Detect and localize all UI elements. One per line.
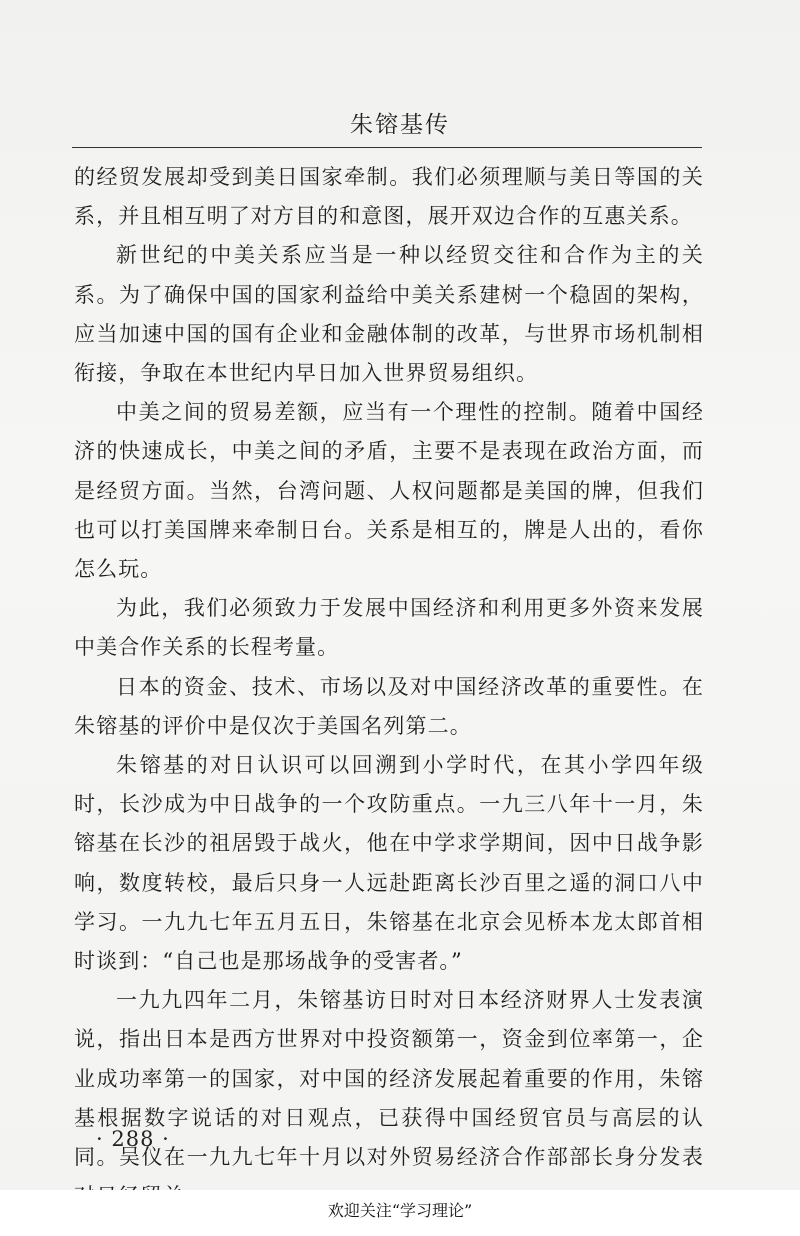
paragraph: 新世纪的中美关系应当是一种以经贸交往和合作为主的关系。为了确保中国的国家利益给中美关系建树一个稳固的架构，应当加速中国的国有企业和金融体制的改革，与世界市场机制相衔接，争取在本世纪内早日加入世界贸易组织。 [74, 243, 704, 386]
paragraph: 朱镕基的对日认识可以回溯到小学时代，在其小学四年级时，长沙成为中日战争的一个攻防重点。一九三八年十一月，朱镕基在长沙的祖居毁于战火，他在中学求学期间，因中日战争影响，数度转校，最后只身一人远赴距离长沙百里之遥的洞口八中学习。一九九七年五月五日，朱镕基在北京会见桥本龙太郎首相时谈到：“自己也是那场战争的受害者。” [74, 753, 704, 974]
page-number: · 288 · [96, 1127, 170, 1151]
paragraph: 中美之间的贸易差额，应当有一个理性的控制。随着中国经济的快速成长，中美之间的矛盾，主要不是表现在政治方面，而是经贸方面。当然，台湾问题、人权问题都是美国的牌，但我们也可以打美国牌来牵制日台。关系是相互的，牌是人出的，看你怎么玩。 [74, 400, 704, 582]
paragraph: 日本的资金、技术、市场以及对中国经济改革的重要性。在朱镕基的评价中是仅次于美国名列第二。 [74, 674, 704, 738]
body-text [74, 158, 704, 1216]
paragraph: 为此，我们必须致力于发展中国经济和利用更多外资来发展中美合作关系的长程考量。 [74, 596, 704, 660]
running-header-title: 朱镕基传 [350, 112, 450, 138]
header-divider [72, 147, 702, 148]
paragraph: 一九九四年二月，朱镕基访日时对日本经济财界人士发表演说，指出日本是西方世界对中投资额第一，资金到位率第一，企业成功率第一的国家，对中国的经济发展起着重要的作用，朱镕基根据数字说话的对日观点，已获得中国经贸官员与高层的认同。吴仪在一九九七年十月以对外贸易经济合作部部长身分发表 [74, 988, 704, 1170]
paragraph-continued: 的经贸发展却受到美日国家牵制。我们必须理顺与美日等国的关系，并且相互明了对方目的和意图，展开双边合作的互惠关系。 [74, 165, 704, 229]
footer-note: 欢迎关注“学习理论” [327, 1201, 473, 1220]
